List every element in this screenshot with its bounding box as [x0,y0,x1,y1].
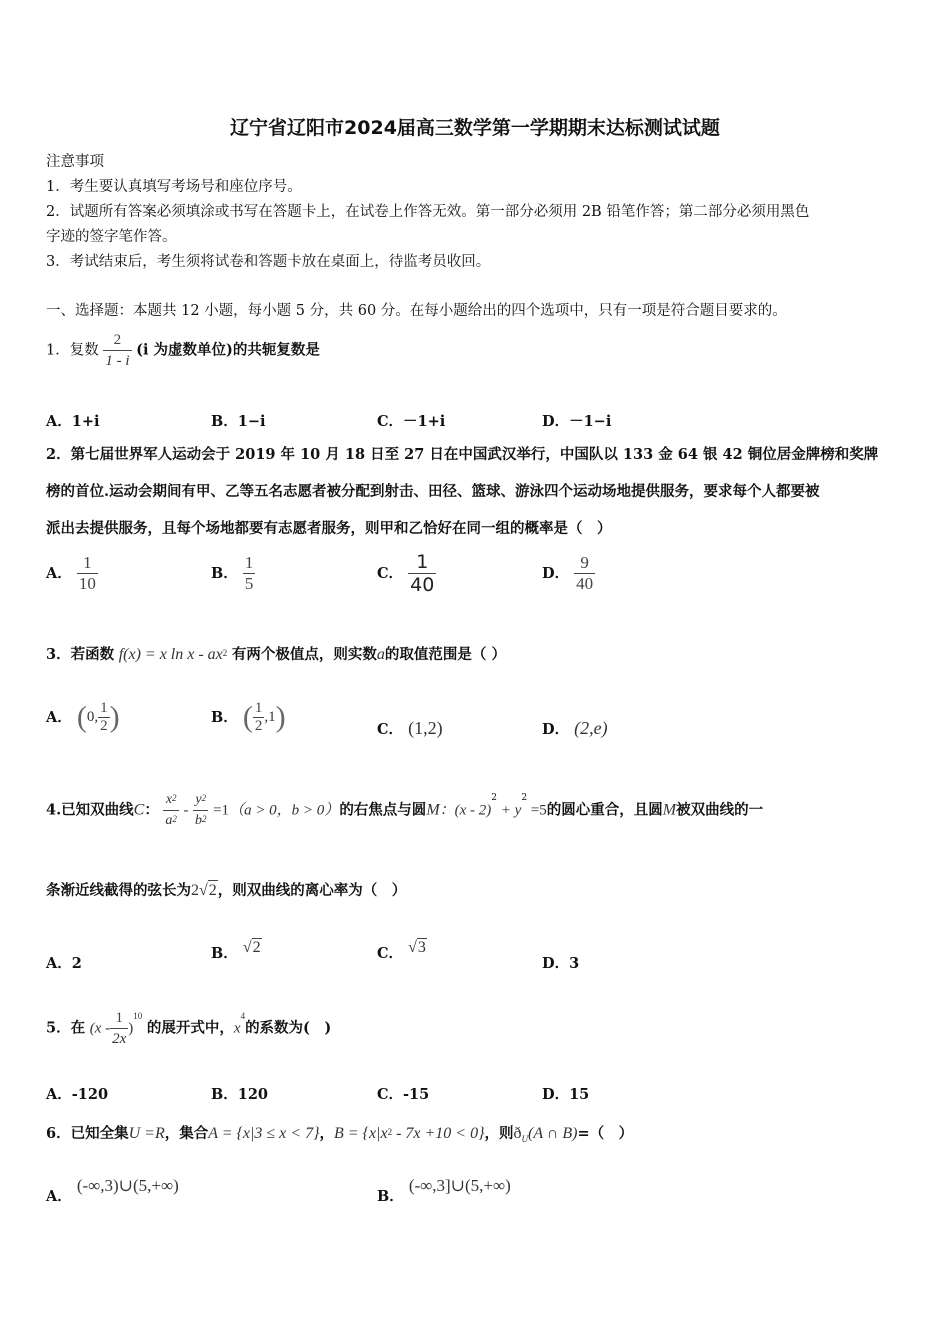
q6-complement: ð [513,1125,522,1142]
q5-frac-den: 2x [110,1028,128,1049]
q5-x4: x [233,1020,241,1037]
q2-option-d[interactable] [542,553,595,594]
q1-option-b[interactable]: B．1−i [211,413,266,430]
q4-b: $b^2$ [193,810,209,831]
q4-sqrt3: 3 [417,939,426,956]
q4-colon: ： [144,801,159,819]
q2-option-b[interactable] [211,553,255,594]
q2-d-num: 9 [580,553,589,572]
q3-prefix: 3．若函数 [46,646,115,663]
q3-suffix: 的取值范围是（ ） [384,646,506,663]
q4-cond: （a > 0，b > 0） [229,802,340,819]
notice-item-1: 1．考生要认真填写考场号和座位序号。 [46,179,302,195]
q3-b-den: 2 [254,718,263,734]
q3-option-c[interactable] [377,718,443,740]
q5-x4-exp: 4 [240,1011,246,1021]
q3-option-d[interactable] [542,718,608,740]
notice-item-2: 2．试题所有答案必须填涂或书写在答题卡上，在试卷上作答无效。第一部分必须用 2B 铅笔作答；第二部分必须用黑色 [46,204,810,220]
notice-heading: 注意事项 [46,154,104,170]
q4-line2b: ，则双曲线的离心率为（ ） [217,882,407,899]
q3-b-frac [253,700,265,735]
question-4: 4.已知双曲线C： $\frac{x^2}{a^2}$ - $\frac{y^2}{b^2}$ =1（a > 0，b > 0）的右焦点与圆M：$(x - 2)^2 + y^2 =5$的圆心重合，且圆M被双曲线的一 [46,790,763,831]
q5-prefix: 5．在 [46,1019,86,1037]
q4-C: C [133,801,145,819]
q6-mid: ，集合 [164,1125,209,1142]
q2-option-c[interactable] [377,551,436,596]
q2-line-3: 派出去提供服务，且每个场地都要有志愿者服务，则甲和乙恰好在同一组的概率是（ ） [46,520,612,537]
question-3 [46,645,506,665]
q1-option-c[interactable]: C．－1+i [377,413,446,430]
q5-option-d[interactable]: D．15 [542,1086,590,1103]
q2-line-2: 榜的首位.运动会期间有甲、乙等五名志愿者被分配到射击、田径、篮球、游泳四个运动场地提供服务，要求每个人都要被 [46,483,820,500]
q4-x: $x^2$ [165,792,177,807]
q3-a-num: 1 [100,700,108,716]
q2-a-den: 10 [78,574,96,593]
q4-circle-2: + y [497,802,522,819]
q4-prefix: 4.已知双曲线 [46,801,134,819]
q6-set-b-2: - 7x +10 < 0} [392,1125,485,1142]
q4-option-d[interactable]: D．3 [542,955,580,972]
q4-mid: 的右焦点与圆 [339,801,427,819]
q4-a: $a^2$ [163,810,179,831]
q4-chord-coef: 2 [191,882,199,899]
q2-c-num: 1 [416,551,429,573]
q2-option-a[interactable] [46,553,98,594]
q4-option-c[interactable]: C． √3 [377,939,426,962]
q5-option-a[interactable]: A．-120 [46,1086,109,1103]
notice-item-3: 3．考试结束后，考生须将试卷和答题卡放在桌面上，待监考员收回。 [46,254,491,270]
q4-option-c-label: C． [377,945,404,962]
q4-b-var: b [194,813,202,828]
q3-option-b[interactable]: B． ( $\frac{1}{2}$ ,1) [211,700,286,734]
q4-option-a[interactable]: A．2 [46,955,82,972]
q2-option-a-frac [77,553,98,594]
q2-line-1: 2．第七届世界军人运动会于 2019 年 10 月 18 日至 27 日在中国武汉举行，中国队以 133 金 64 银 42 铜位居金牌榜和奖牌 [46,446,879,463]
q3-d-value: (2,e) [574,718,608,738]
notice-item-2-cont: 字迹的签字笔作答。 [46,229,177,245]
q4-eq: =1 [213,802,230,819]
q1-option-d[interactable]: D．－1−i [542,413,612,430]
q2-option-b-label: B． [211,565,238,582]
q3-mid: 有两个极值点，则实数 [231,646,377,663]
q4-chord: 2√2 [191,882,217,899]
q2-option-c-label: C． [377,565,404,582]
q5-option-c[interactable]: C．-15 [377,1086,430,1103]
q3-a-left: 0, [86,709,99,725]
q6-comma: ， [319,1125,334,1142]
q2-option-d-label: D． [542,565,570,582]
q1-suffix: (i 为虚数单位)的共轭复数是 [136,341,320,359]
q2-option-b-frac [243,553,256,594]
q4-suffix-2: 被双曲线的一 [676,801,764,819]
q2-c-den: 40 [410,574,435,596]
q6-comp-expr: (A ∩ B) [527,1125,578,1142]
q4-line-2 [46,880,406,901]
q5-option-b[interactable]: B．120 [211,1086,269,1103]
q5-frac [110,1008,128,1049]
q6-a-value: (-∞,3)∪(5,+∞) [76,1176,179,1195]
q4-chord-rad: 2 [208,882,217,899]
q4-M-2: M [662,801,677,819]
q4-option-b-label: B． [211,945,238,962]
q3-option-a[interactable]: A． (0, $\frac{1}{2}$ ) [46,700,120,734]
q2-option-a-label: A． [46,565,72,582]
q6-option-a[interactable] [46,1176,179,1205]
q4-circle-3: =5 [527,802,547,819]
q3-b-right: ,1 [264,709,276,725]
q5-expr: (x - [89,1020,111,1037]
q4-y-var: y [195,792,202,807]
q6-set-b: B = {x|x [333,1125,388,1142]
q2-d-den: 40 [576,574,594,593]
q2-b-den: 5 [244,574,254,593]
q5-power: 10 [133,1011,143,1021]
q1-frac-num: 2 [113,332,122,348]
q3-exp: 2 [222,648,228,658]
q3-option-b-label: B． [211,709,238,726]
q2-a-num: 1 [83,553,92,572]
q3-var: a [376,646,385,663]
q6-suffix: ，则 [484,1125,514,1142]
q1-prefix: 1．复数 [46,342,99,359]
q4-M: M [426,801,440,819]
q3-a-frac [98,700,110,735]
q5-mid: 的展开式中， [146,1019,234,1037]
question-6: 6．已知全集U =R，集合A = {x|3 ≤ x < 7}，$B = \{x|x^2 - 7x +10 < 0\}$，则$ð_U(A$ ∩ B)=（ ） [46,1125,634,1144]
q3-b-num: 1 [254,700,263,716]
q3-option-d-label: D． [542,721,570,738]
q4-y: $y^2$ [195,792,207,807]
q5-suffix: 的系数为( ) [245,1019,332,1037]
q3-option-c-label: C． [377,721,404,738]
q3-a-den: 2 [100,718,108,734]
q1-fraction [103,330,131,371]
q3-option-a-label: A． [46,709,72,726]
q6-option-b[interactable] [377,1176,511,1205]
q1-frac-den: 1 - i [103,350,131,371]
q4-suffix: 的圆心重合，且圆 [546,801,663,819]
q6-tail: =（ ） [577,1125,634,1142]
question-1 [46,330,320,371]
q1-option-a[interactable]: A．1+i [46,413,100,430]
q2-option-c-frac [408,551,436,596]
q4-a-var: a [165,813,173,828]
page-title: 辽宁省辽阳市2024届高三数学第一学期期末达标测试试题 [230,117,720,139]
q6-option-a-label: A． [46,1188,72,1205]
q6-b-value: (-∞,3]∪(5,+∞) [408,1176,511,1195]
q6-prefix: 6．已知全集 [46,1125,129,1142]
q4-x-var: x [165,792,173,807]
q2-option-d-frac [574,553,595,594]
q6-option-b-label: B． [377,1188,404,1205]
q4-frac-y [193,790,209,831]
q4-frac-x [163,790,179,831]
q6-comp-sub: U [521,1133,528,1144]
q5-frac-num: 1 [115,1010,123,1026]
q4-circle: ：(x - 2) [439,802,492,819]
q3-c-value: (1,2) [408,718,443,738]
q6-set-a: A = {x|3 ≤ x < 7} [208,1125,320,1142]
q6-universe: U =R [128,1125,165,1142]
q4-line2a: 条渐近线截得的弦长为 [46,882,191,899]
question-5: 5．在 (x - $\frac{1}{2x}$ )$^{10}$ 的展开式中，$x^4$的系数为( ) [46,1010,332,1047]
q4-sqrt2: 2 [252,939,261,956]
section-heading: 一、选择题：本题共 12 小题，每小题 5 分，共 60 分。在每小题给出的四个选项中，只有一项是符合题目要求的。 [46,303,787,319]
q2-b-num: 1 [244,553,254,572]
q3-function: f(x) = x ln x - ax [118,646,223,663]
q4-option-b[interactable]: B． √2 [211,939,261,962]
